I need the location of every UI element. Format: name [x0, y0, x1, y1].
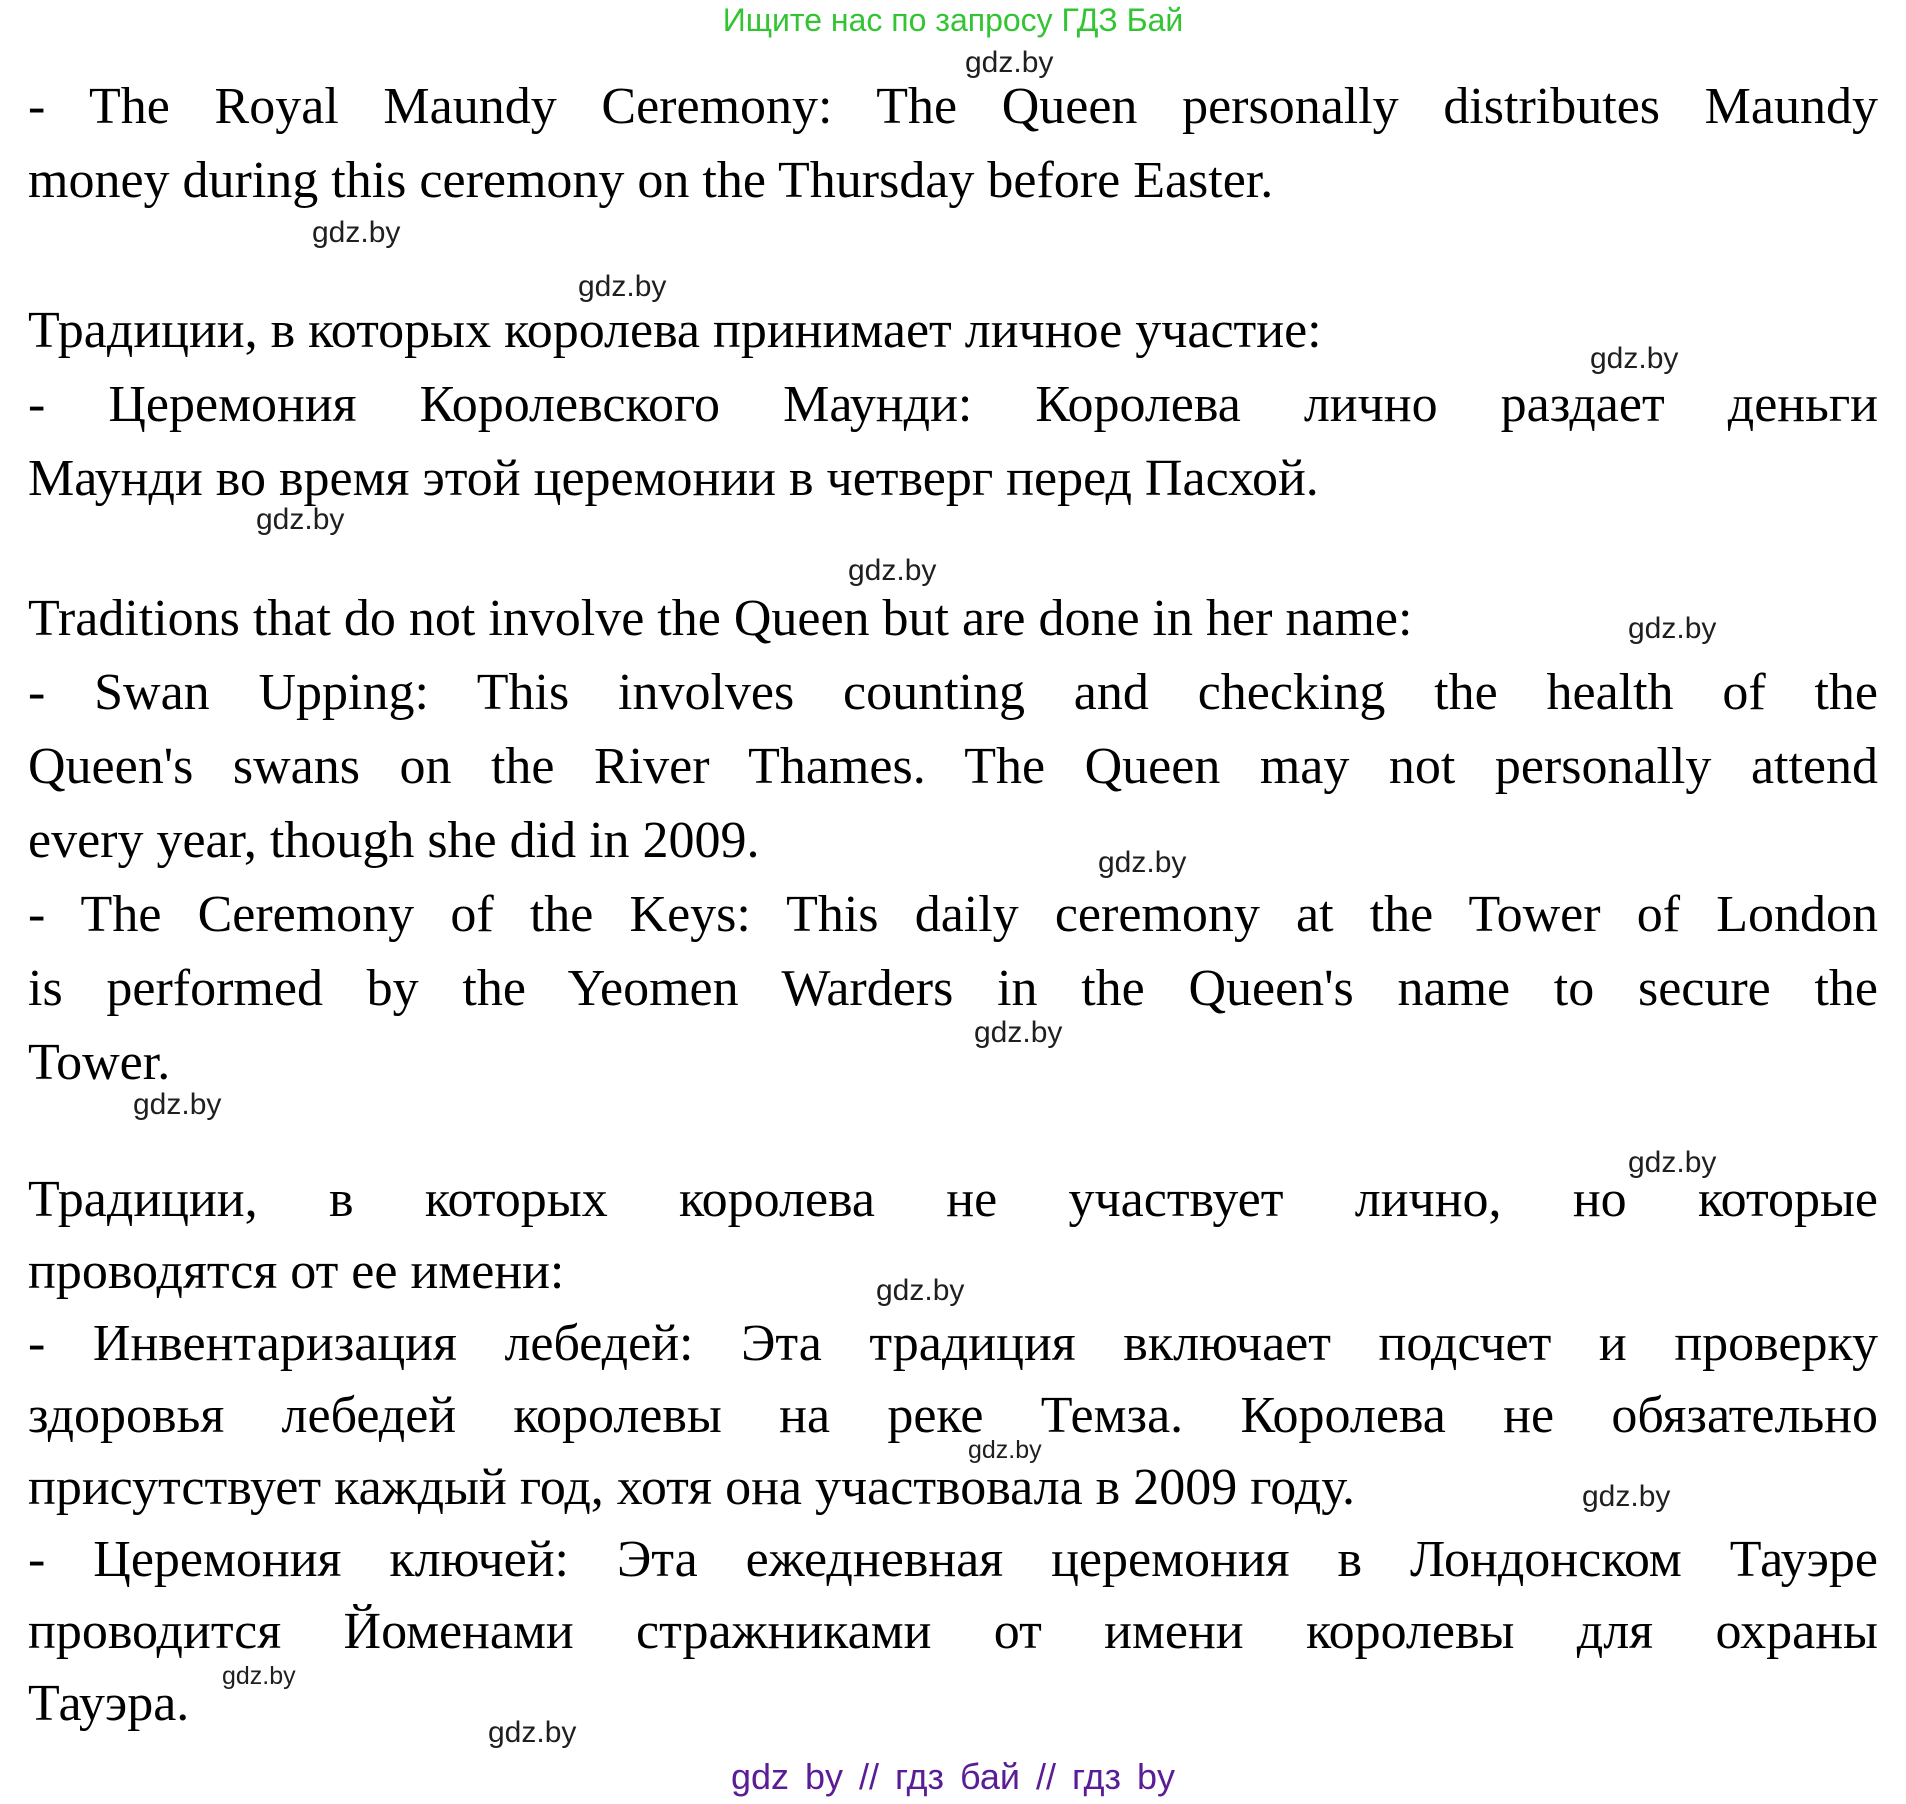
- gdz-watermark: gdz.by: [222, 1662, 296, 1690]
- text-line: Традиции, в которых королева принимает личное участие:: [28, 302, 1322, 359]
- section-in-her-name-russian: [28, 1164, 1878, 1740]
- text-line: Тауэра.: [28, 1675, 190, 1732]
- section-in-her-name-english: [28, 582, 1878, 1100]
- text-line: money during this ceremony on the Thursday before Easter.: [28, 152, 1274, 209]
- gdz-watermark: gdz.by: [312, 216, 401, 249]
- section-maundy-english: [28, 70, 1878, 218]
- text-line: присутствует каждый год, хотя она участвовала в 2009 году.: [28, 1459, 1356, 1516]
- gdz-watermark: gdz.by: [876, 1274, 965, 1307]
- gdz-watermark: gdz.by: [133, 1088, 222, 1121]
- text-line: проводятся от ее имени:: [28, 1243, 565, 1300]
- text-line: Маунди во время этой церемонии в четверг перед Пасхой.: [28, 450, 1319, 507]
- text-line: - Swan Upping: This involves counting and checking the health of the: [28, 664, 1878, 721]
- text-line: здоровья лебедей королевы на реке Темза. Королева не обязательно: [28, 1387, 1878, 1444]
- gdz-watermark: gdz.by: [1098, 846, 1187, 879]
- section-personal-traditions-russian: [28, 294, 1878, 516]
- text-line: Tower.: [28, 1034, 171, 1091]
- gdz-watermark: gdz.by: [968, 1436, 1042, 1464]
- text-line: Традиции, в которых королева не участвует лично, но которые: [28, 1171, 1878, 1228]
- gdz-watermark: gdz.by: [1582, 1480, 1671, 1513]
- text-line: - Церемония Королевского Маунди: Королева лично раздает деньги: [28, 376, 1878, 433]
- text-line: - Церемония ключей: Эта ежедневная церемония в Лондонском Тауэре: [28, 1531, 1878, 1588]
- text-line: - The Royal Maundy Ceremony: The Queen personally distributes Maundy: [28, 78, 1878, 135]
- text-line: every year, though she did in 2009.: [28, 812, 760, 869]
- gdz-watermark: gdz.by: [974, 1016, 1063, 1049]
- promo-banner-text: Ищите нас по запросу ГДЗ Бай: [722, 2, 1184, 38]
- gdz-watermark: gdz.by: [1628, 612, 1717, 645]
- gdz-watermark: gdz.by: [488, 1716, 577, 1749]
- gdz-watermark: gdz.by: [848, 554, 937, 587]
- text-line: Traditions that do not involve the Queen but are done in her name:: [28, 590, 1413, 647]
- footer-branding: gdz by // гдз бай // гдз by: [730, 1756, 1176, 1797]
- text-line: - Инвентаризация лебедей: Эта традиция включает подсчет и проверку: [28, 1315, 1878, 1372]
- text-line: is performed by the Yeomen Warders in the Queen's name to secure the: [28, 960, 1878, 1017]
- gdz-watermark: gdz.by: [1628, 1146, 1717, 1179]
- text-line: - The Ceremony of the Keys: This daily ceremony at the Tower of London: [28, 886, 1878, 943]
- text-line: Queen's swans on the River Thames. The Queen may not personally attend: [28, 738, 1878, 795]
- gdz-watermark: gdz.by: [1590, 342, 1679, 375]
- gdz-watermark: gdz.by: [256, 503, 345, 536]
- gdz-watermark: gdz.by: [965, 46, 1054, 79]
- text-line: проводится Йоменами стражниками от имени королевы для охраны: [28, 1603, 1878, 1660]
- gdz-watermark: gdz.by: [578, 270, 667, 303]
